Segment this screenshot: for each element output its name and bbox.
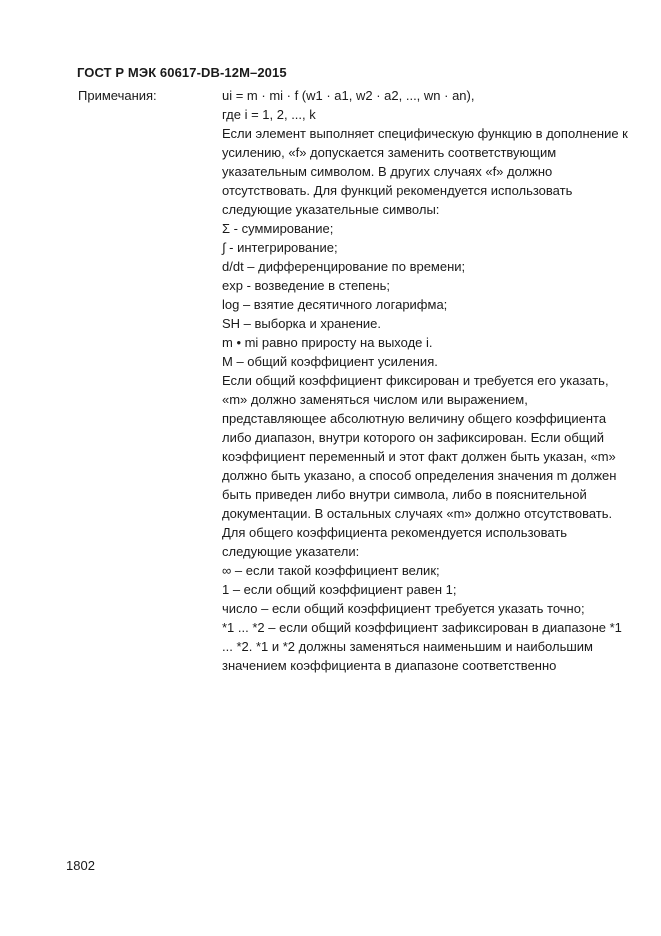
notes-label: Примечания: — [78, 88, 157, 103]
note-line: либо диапазон, внутри которого он зафиксирован. Если общий — [222, 430, 604, 445]
note-line: log – взятие десятичного логарифма; — [222, 297, 448, 312]
note-line: следующие указательные символы: — [222, 202, 440, 217]
page-number: 1802 — [66, 858, 95, 873]
note-line: число – если общий коэффициент требуется указать точно; — [222, 601, 585, 616]
note-line: быть приведен либо внутри символа, либо в пояснительной — [222, 487, 587, 502]
note-line: Для общего коэффициента рекомендуется использовать — [222, 525, 568, 540]
note-line: усилению, «f» допускается заменить соответствующим — [222, 145, 557, 160]
note-line: Если элемент выполняет специфическую функцию в дополнение к — [222, 126, 628, 141]
note-line: M – общий коэффициент усиления. — [222, 354, 438, 369]
note-line: указательным символом. В других случаях «f» должно — [222, 164, 553, 179]
note-line: значением коэффициента в диапазоне соответственно — [222, 658, 557, 673]
note-line: должно быть указано, а способ определения значения m должен — [222, 468, 617, 483]
note-line: 1 – если общий коэффициент равен 1; — [222, 582, 457, 597]
note-line: следующие указатели: — [222, 544, 360, 559]
note-line: exp - возведение в степень; — [222, 278, 391, 293]
note-line: отсутствовать. Для функций рекомендуется использовать — [222, 183, 573, 198]
note-line: SH – выборка и хранение. — [222, 316, 382, 331]
note-line: представляющее абсолютную величину общего коэффициента — [222, 411, 607, 426]
note-line: *1 ... *2 – если общий коэффициент зафиксирован в диапазоне *1 — [222, 620, 622, 635]
note-line: m • mi равно приросту на выходе i. — [222, 335, 433, 350]
notes-body — [222, 86, 647, 675]
note-line: «m» должно заменяться числом или выражением, — [222, 392, 528, 407]
note-line: ... *2. *1 и *2 должны заменяться наименьшим и наибольшим — [222, 639, 593, 654]
note-line: ∞ – если такой коэффициент велик; — [222, 563, 440, 578]
document-header: ГОСТ Р МЭК 60617-DB-12M–2015 — [77, 65, 287, 80]
note-line: Σ - суммирование; — [222, 221, 334, 236]
note-line: коэффициент переменный и этот факт должен быть указан, «m» — [222, 449, 616, 464]
note-line: документации. В остальных случаях «m» должно отсутствовать. — [222, 506, 613, 521]
note-line: ∫ - интегрирование; — [222, 240, 338, 255]
note-line: ui = m · mi · f (w1 · a1, w2 · a2, ..., wn · an), — [222, 88, 475, 103]
note-line: где i = 1, 2, ..., k — [222, 107, 316, 122]
note-line: Если общий коэффициент фиксирован и требуется его указать, — [222, 373, 609, 388]
note-line: d/dt – дифференцирование по времени; — [222, 259, 466, 274]
